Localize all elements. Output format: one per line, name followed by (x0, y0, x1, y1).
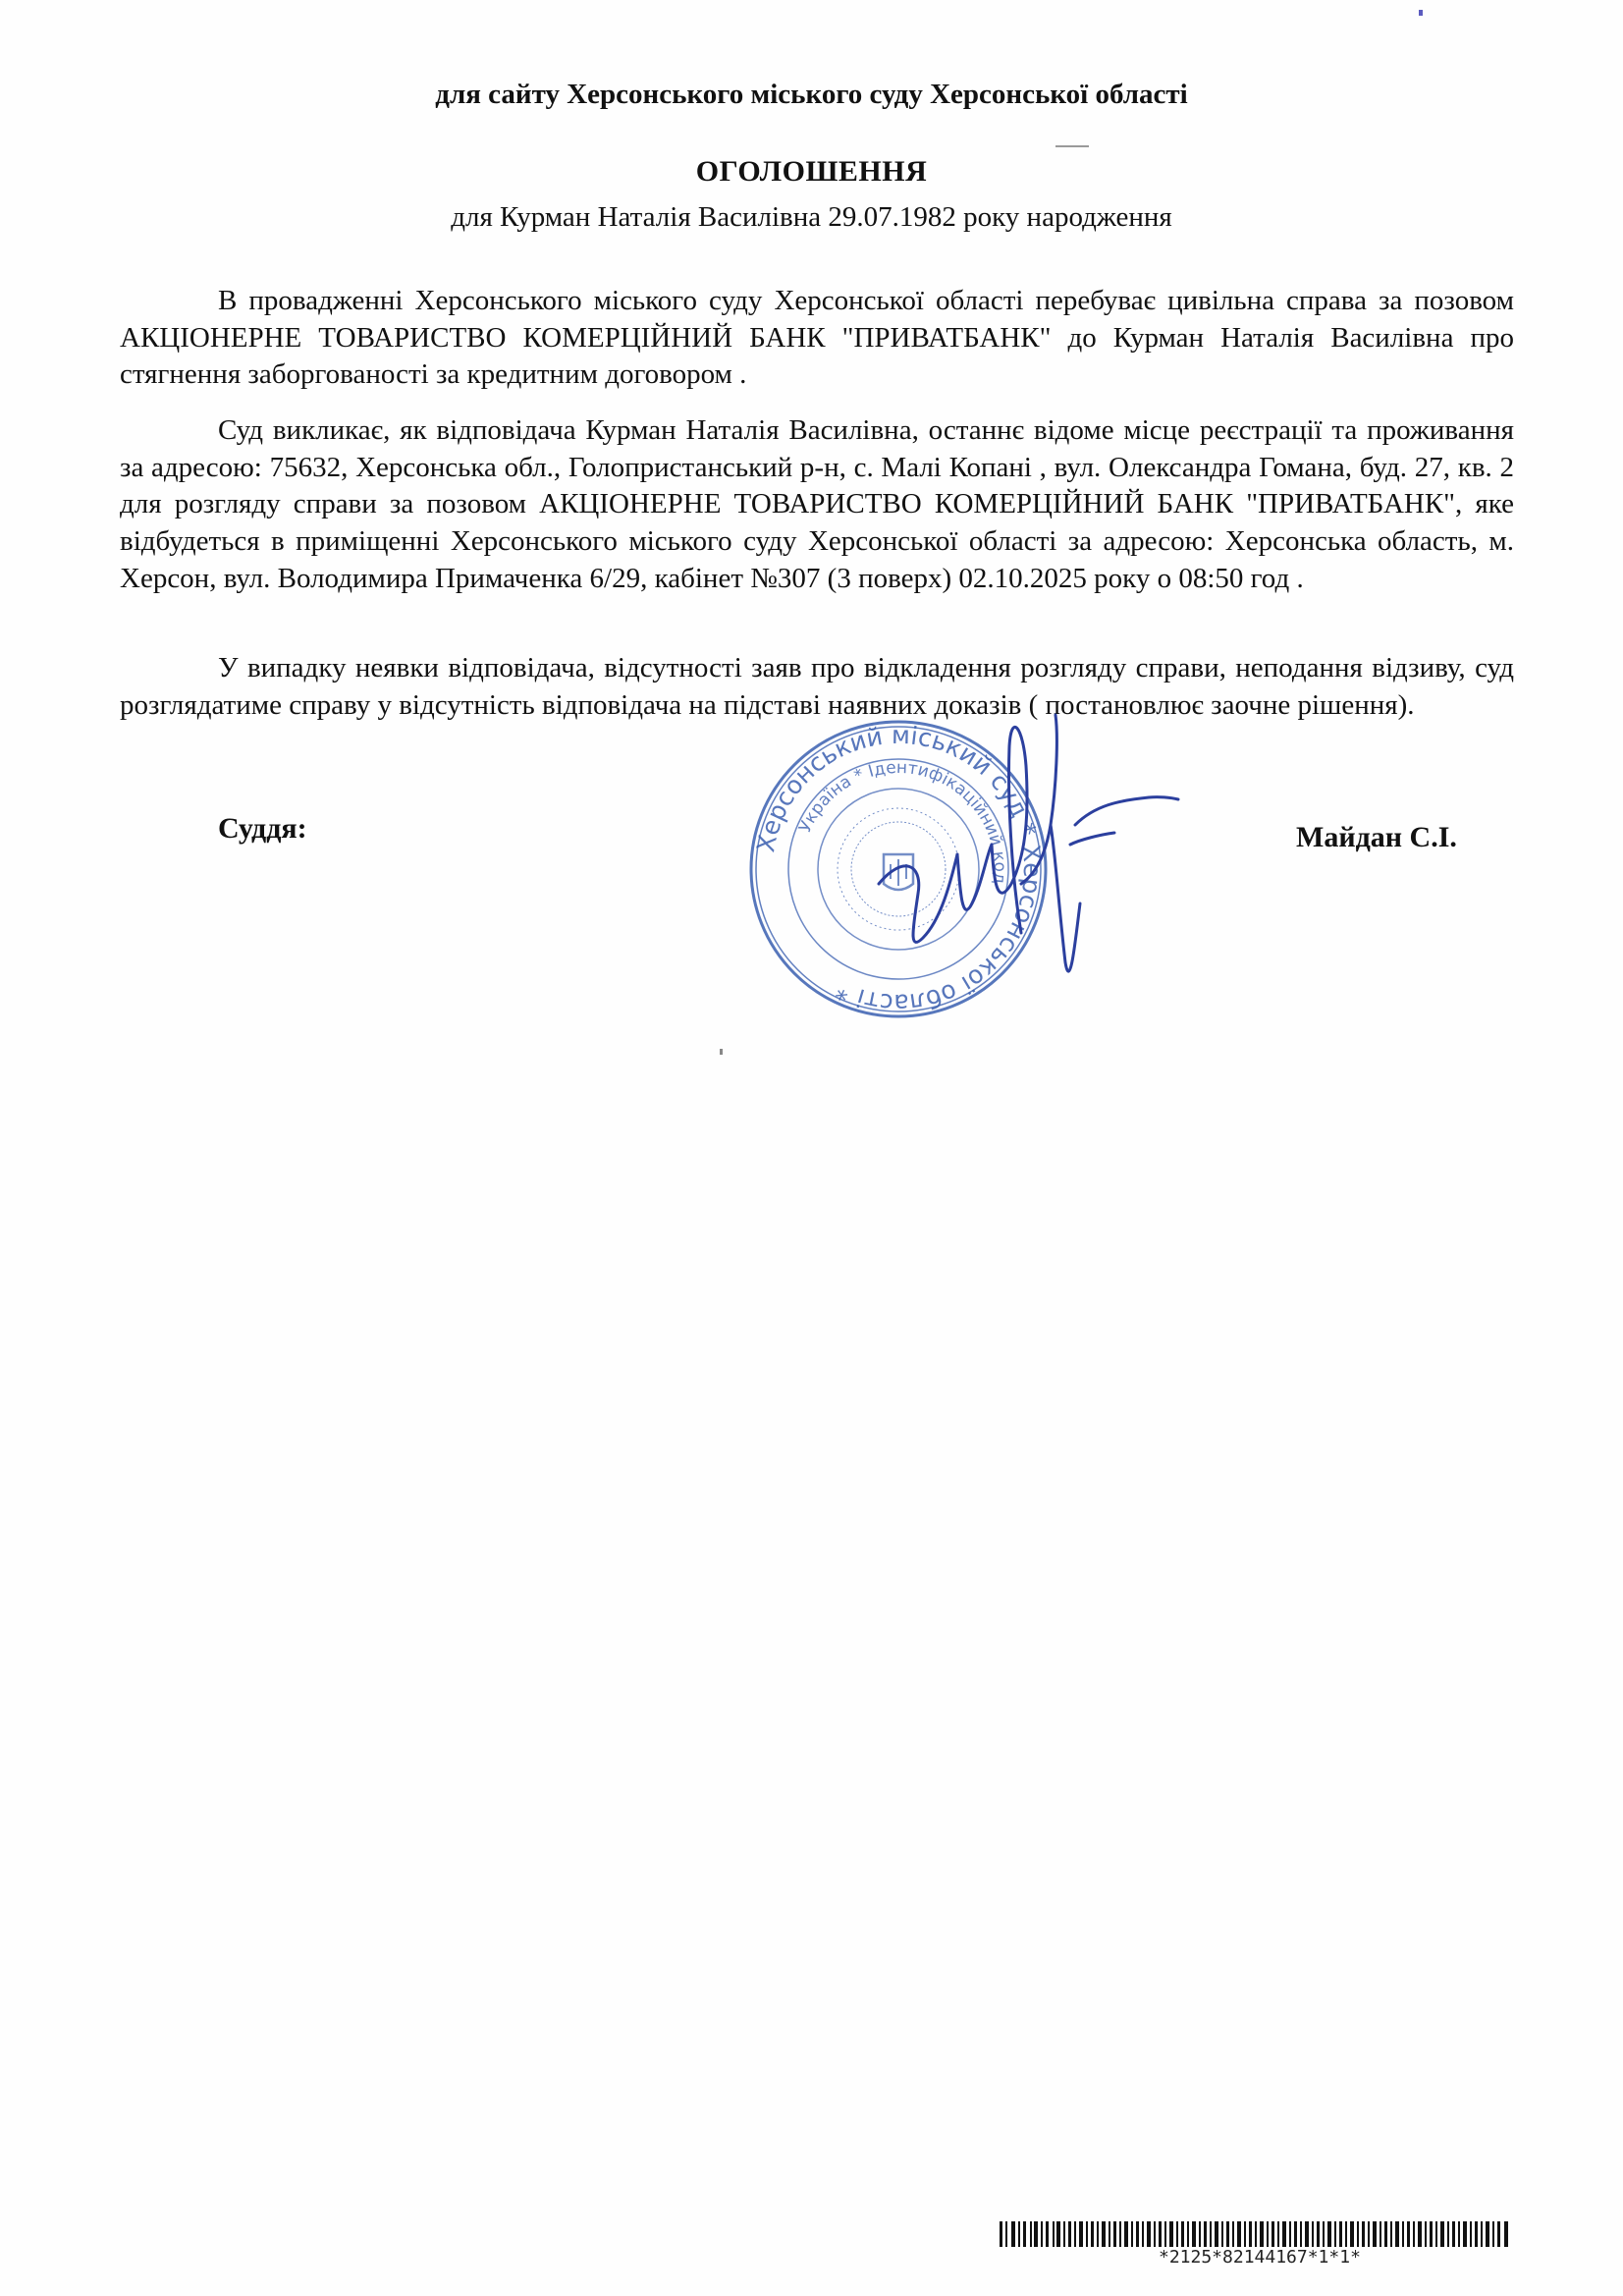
document-subtitle: для Курман Наталія Василівна 29.07.1982 року народження (451, 201, 1172, 233)
scan-speck (1419, 10, 1423, 16)
document-barcode (1000, 2221, 1510, 2247)
paragraph-3-container (120, 650, 1514, 724)
scan-speck (720, 1049, 723, 1055)
scan-speck (1055, 145, 1089, 147)
judge-name: Майдан С.І. (1296, 821, 1457, 853)
document-header: для сайту Херсонського міського суду Херсонської області (435, 79, 1188, 110)
document-title: ОГОЛОШЕННЯ (695, 155, 928, 188)
stamp-outer-text: Херсонський міський суд * Херсонської області * (751, 720, 1048, 1018)
paragraph-1-container (120, 283, 1514, 394)
judge-label: Суддя: (218, 812, 307, 845)
paragraph-1: В провадженні Херсонського міського суду Херсонської області перебуває цивільна справа за позовом АКЦІОНЕРНЕ ТОВАРИСТВО КОМЕРЦІЙНИЙ БАНК "ПРИВАТБАНК" до Курман Наталія Василівна про стягнення заборгованості за кредитним договором . (120, 285, 1514, 391)
stamp-inner-text: Україна * Ідентифікаційний код (795, 757, 1010, 885)
judge-signature (864, 707, 1188, 1002)
paragraph-2: Суд викликає, як відповідача Курман Наталія Василівна, останнє відоме місце реєстрації та проживання за адресою: 75632, Херсонська обл., Голопристанський р-н, с. Малі Копані , вул. Олександра Гомана, буд. 27, кв. 2 для розгляду справи за позовом АКЦІОНЕРНЕ ТОВАРИСТВО КОМЕРЦІЙНИЙ БАНК "ПРИВАТБАНК", яке відбудеться в приміщенні Херсонського міського суду Херсонської області за адресою: Херсонська область, м. Херсон, вул. Володимира Примаченка 6/29, кабінет №307 (3 поверх) 02.10.2025 року о 08:50 год . (120, 414, 1514, 594)
paragraph-3: У випадку неявки відповідача, відсутності заяв про відкладення розгляду справи, неподання відзиву, суд розглядатиме справу у відсутність відповідача на підставі наявних доказів ( постановлює заочне рішення). (120, 652, 1514, 721)
paragraph-2-container (120, 412, 1514, 597)
barcode-number: *2125*82144167*1*1* (1159, 2247, 1361, 2268)
